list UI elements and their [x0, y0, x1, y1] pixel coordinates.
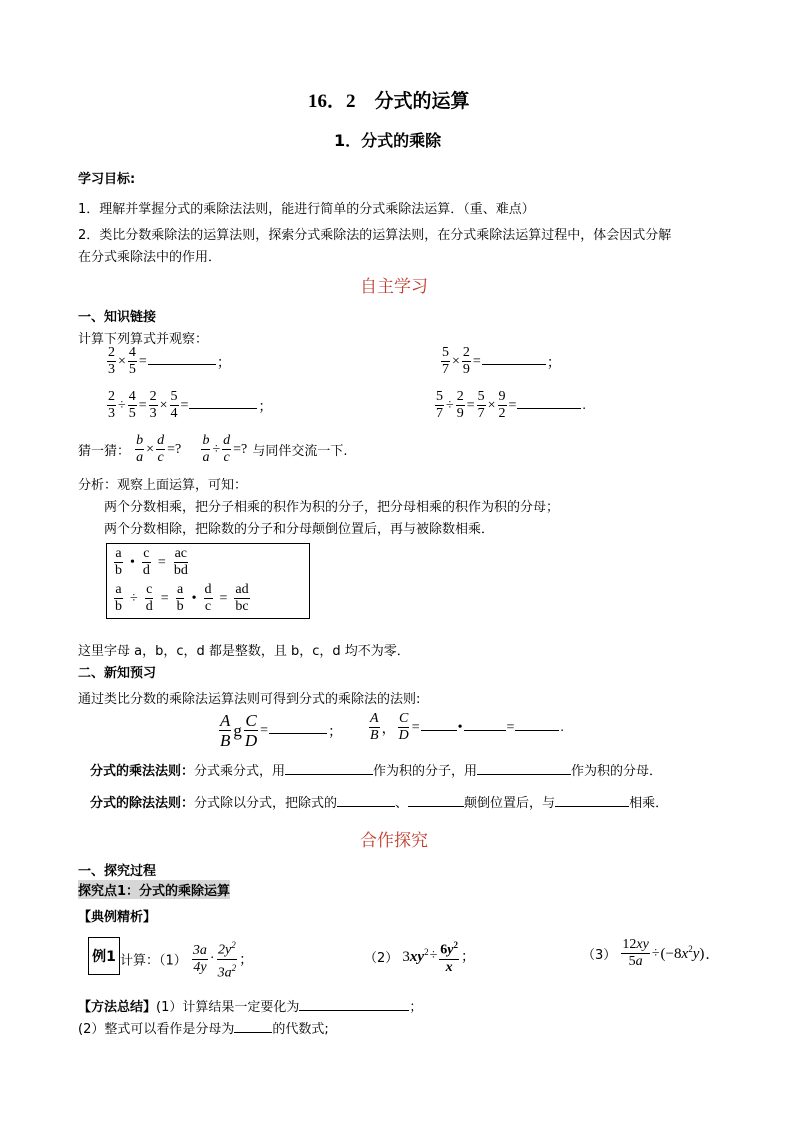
div-rule-text-3: 颠倒位置后，与 — [464, 796, 556, 811]
rule-multiplication: $\frac{a}{b}$ • $\frac{c}{d}$ = $\frac{ac}{bd}$ — [115, 546, 188, 578]
method-text-2a: (2）整式可以看作是分母为 — [78, 1022, 235, 1037]
example-intro: 计算：（1） — [120, 953, 187, 969]
method-summary-1: 【方法总结】(1）计算结果一定要化为 ； — [78, 1000, 423, 1015]
mul-rule-blank-1[interactable] — [285, 762, 373, 775]
q3-label: （3） — [582, 948, 617, 963]
fraction-rule-box — [106, 543, 310, 619]
goal-item-2-line-1: 2．类比分数乘除法的运算法则，探索分式乘除法的运算法则，在分式乘除法运算过程中，体会因式分解 — [78, 228, 672, 243]
div-rule-blank-2[interactable] — [408, 794, 464, 807]
section-cooperative-inquiry: 合作探究 — [360, 831, 428, 851]
guess-suffix: 与同伴交流一下. — [252, 444, 348, 459]
method-summary-2 — [78, 1018, 329, 1037]
mul-rule-label: 分式的乘法法则： — [90, 764, 195, 779]
example-heading: 【典例精析】 — [78, 910, 157, 925]
letters-note: 这里字母 a，b，c，d 都是整数，且 b，c，d 均不为零． — [78, 644, 410, 659]
goal-item-2-line-2: 在分式乘除法中的作用． — [78, 250, 222, 265]
part1-heading: 一、知识链接 — [78, 310, 157, 325]
analysis-heading: 分析：观察上面运算，可知： — [78, 478, 248, 493]
fraction-mul-formula: $\frac{A}{B}$ g $\frac{C}{D}$ = ； — [220, 711, 343, 750]
part2-intro: 通过类比分数的乘除法运算法则可得到分式的乘除法的法则: — [78, 692, 421, 707]
analysis-2: 两个分数相除，把除数的分子和分母颠倒位置后，再与被除数相乘． — [104, 522, 495, 537]
part1-intro: 计算下列算式并观察： — [78, 332, 209, 347]
div-rule-text-4: 相乘． — [629, 796, 669, 811]
section-self-study: 自主学习 — [360, 277, 428, 297]
rule-division: $\frac{a}{b}$ ÷ $\frac{c}{d}$ = $\frac{a}{b}$ • $\frac{d}{c}$ = $\frac{ad}{bc}$ — [115, 582, 249, 614]
exercise-1: $\frac{2}{3}$ × $\frac{4}{5}$ = ； — [108, 345, 231, 377]
method-blank-1[interactable] — [299, 998, 409, 1011]
exercise-4: $\frac{5}{7}$ ÷ $\frac{2}{9}$ = $\frac{5}{7}$ × $\frac{9}{2}$ = . — [436, 389, 586, 421]
part2-heading: 二、新知预习 — [78, 666, 157, 681]
exercise-3: $\frac{2}{3}$ ÷ $\frac{4}{5}$ = $\frac{2}{3}$ × $\frac{5}{4}$ = ； — [108, 389, 273, 421]
guess-q-1: =? — [167, 441, 182, 457]
example-1-problem-2: （2） $3xy^2\div$ $\frac{6y^2}{x}$ ； — [364, 940, 475, 975]
method-text-2b: 的代数式; — [272, 1022, 329, 1037]
mul-rule-text-1: 分式乘分式，用 — [194, 764, 286, 779]
page-title: 16．2 分式的运算 — [308, 91, 470, 112]
div-rule-text-1: 分式除以分式，把除式的 — [194, 796, 338, 811]
mul-rule-blank-2[interactable] — [477, 762, 571, 775]
mul-rule-text-2: 作为积的分子，用 — [373, 764, 478, 779]
method-text-1: (1）计算结果一定要化为 — [156, 1000, 300, 1015]
div-rule-blank-1[interactable] — [337, 794, 395, 807]
q2-label: （2） — [364, 950, 399, 966]
div-rule-blank-3[interactable] — [555, 794, 629, 807]
method-heading: 【方法总结】 — [78, 1000, 157, 1015]
example-1-label: 例1 — [88, 937, 120, 975]
topic-1: 探究点1：分式的乘除运算 — [78, 880, 230, 899]
example-1-problem-1: 计算：（1） $\frac{3a}{4y}$ · $\frac{2y^2}{3a^2}$ ； — [120, 940, 254, 981]
goals-heading: 学习目标: — [78, 172, 136, 187]
analysis-1: 两个分数相乘，把分子相乘的积作为积的分子，把分母相乘的积作为积的分母； — [104, 500, 560, 515]
goal-item-1: 1．理解并掌握分式的乘除法法则，能进行简单的分式乘除法运算．（重、难点） — [78, 202, 535, 217]
div-rule-label: 分式的除法法则： — [90, 796, 195, 811]
example-1-problem-3: （3） $\frac{12xy}{5a}$ $\div(-8x^2y)$． — [582, 937, 720, 969]
guess-line: 猜一猜： $\frac{b}{a}$ × $\frac{d}{c}$ =? $\frac{b}{a}$ ÷ $\frac{d}{c}$ =? 与同伴交流一下. — [78, 433, 348, 465]
fraction-div-formula: $\frac{A}{B}$ ， $\frac{C}{D}$ = • = . — [370, 711, 564, 743]
mul-rule-line — [90, 760, 662, 779]
part3-heading: 一、探究过程 — [78, 864, 157, 879]
page-subtitle: 1．分式的乘除 — [334, 131, 442, 150]
div-rule-text-2: 、 — [395, 796, 409, 811]
exercise-2: $\frac{5}{7}$ × $\frac{2}{9}$ = ； — [442, 345, 561, 377]
div-rule-line — [90, 792, 668, 811]
method-blank-2[interactable] — [234, 1020, 272, 1033]
mul-rule-text-3: 作为积的分母． — [571, 764, 663, 779]
guess-prefix: 猜一猜： — [78, 444, 131, 459]
guess-q-2: =? — [233, 441, 248, 457]
